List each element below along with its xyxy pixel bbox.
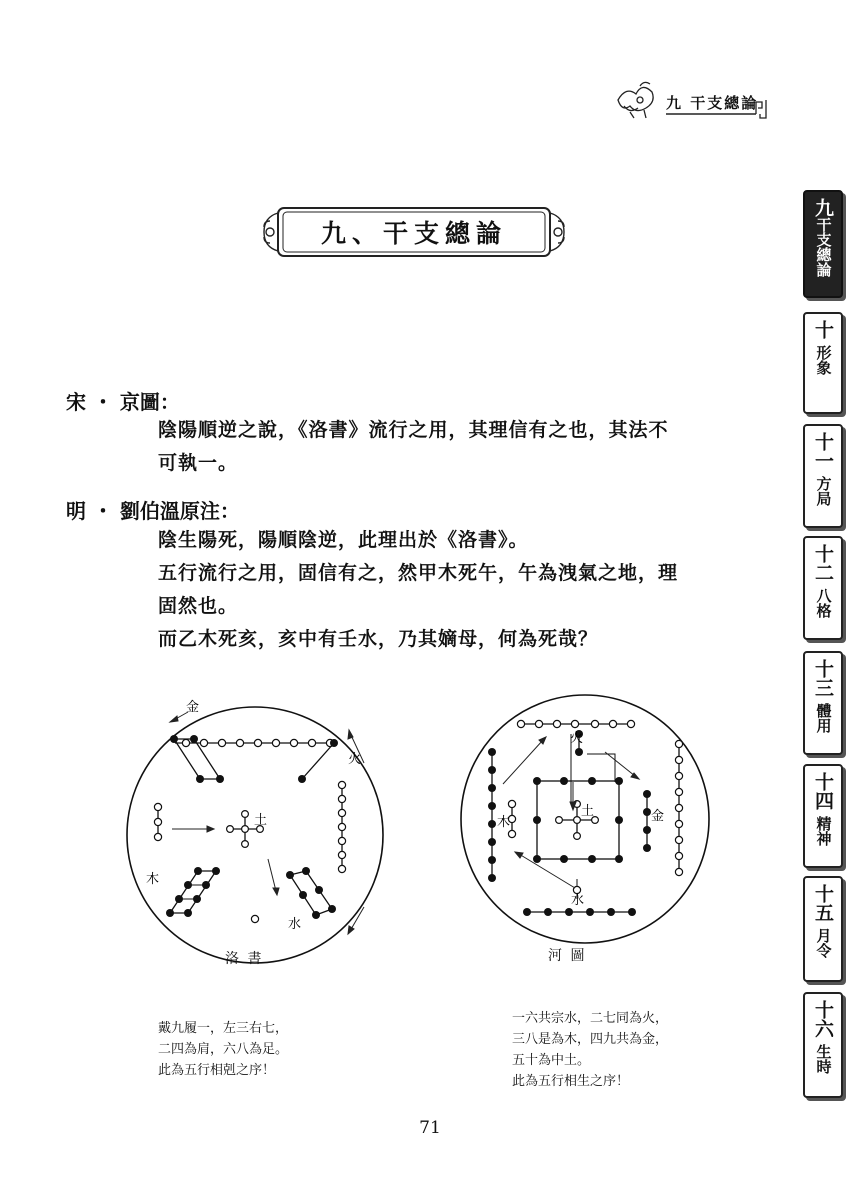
section-heading-song: 宋 ・ 京圖： [66,390,180,414]
text-line: 可執一。 [158,452,239,474]
luoshu-title: 洛 書 [225,951,264,967]
hetu-label-wood: 木 [497,815,511,830]
side-tab-label: 形象 [814,345,833,375]
side-tab[interactable] [803,651,843,755]
side-tab-number: 九 [812,198,834,217]
side-tab[interactable] [803,764,843,868]
caption-line: 三八是為木，四九共為金， [512,1032,669,1047]
luoshu-label-fire: 火 [348,752,362,767]
hetu-caption [512,1008,668,1092]
text-line: 陰生陽死，陽順陰逆，此理出於《洛書》。 [158,529,529,551]
luoshu-diagram [120,695,400,975]
luoshu-label-wood: 木 [146,872,160,887]
side-tab-label: 精神 [814,816,833,846]
side-tab-label: 方局 [814,476,833,506]
hetu-label-earth: 土 [581,804,595,819]
side-tab-number: 十 [812,320,834,339]
side-tab-label: 月令 [814,928,833,958]
text-line: 而乙木死亥，亥中有壬水，乃其嫡母，何為死哉？ [158,628,599,650]
side-tab-label: 體用 [814,703,833,733]
section-text-ming [158,524,770,656]
section-heading-ming: 明 ・ 劉伯溫原注： [66,499,240,523]
side-tab[interactable] [803,992,843,1098]
side-tab-number: 十一 [812,432,834,470]
side-tab[interactable] [803,876,843,982]
caption-line: 二四為肩，六八為足。 [158,1042,289,1057]
caption-line: 五十為中土。 [512,1053,591,1068]
luoshu-caption [158,1018,288,1081]
caption-line: 戴九履一，左三右七， [158,1021,289,1036]
side-tab[interactable] [803,536,843,640]
running-title: 九 干支總論 [666,94,759,112]
hetu-label-fire: 火 [570,731,584,746]
section-text-song [158,414,770,480]
side-tab-label: 干支總論 [814,217,833,277]
side-tab-label: 八格 [814,588,833,618]
text-line: 陰陽順逆之說，《洛書》流行之用，其理信有之也，其法不 [158,419,669,441]
chapter-title: 九、干支總論 [320,219,507,248]
hetu-diagram [455,692,715,952]
caption-line: 此為五行相生之序！ [512,1074,630,1089]
text-line: 固然也。 [158,595,239,617]
luoshu-label-water: 水 [288,917,302,932]
hetu-label-metal: 金 [651,809,665,824]
side-tab-number: 十二 [812,544,834,582]
side-tab-label: 生時 [814,1044,833,1074]
side-tab[interactable] [803,312,843,414]
caption-line: 此為五行相剋之序！ [158,1063,276,1078]
side-tab-number: 十五 [812,884,834,922]
page-number: 71 [419,1118,441,1138]
side-tab-number: 十六 [812,1000,834,1038]
side-tab-number: 十三 [812,659,834,697]
side-tab[interactable] [803,190,843,298]
hetu-title: 河 圖 [548,948,587,964]
luoshu-label-earth: 土 [254,813,268,828]
text-line: 五行流行之用，固信有之，然甲木死午，午為洩氣之地，理 [158,562,679,584]
hetu-label-water: 水 [571,893,585,908]
caption-line: 一六共宗水，二七同為火， [512,1011,669,1026]
luoshu-label-metal: 金 [186,700,200,715]
side-tab[interactable] [803,424,843,528]
side-tab-number: 十四 [812,772,834,810]
